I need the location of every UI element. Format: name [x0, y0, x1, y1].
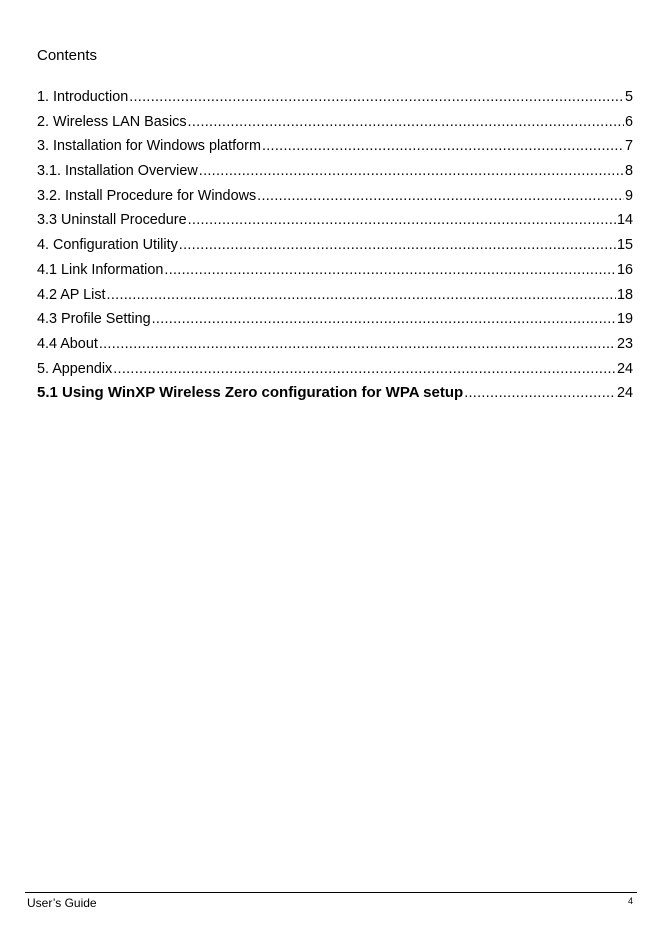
toc-entry-title: 5.1 Using WinXP Wireless Zero configuration for WPA setup — [37, 384, 464, 402]
toc-entry[interactable] — [37, 309, 633, 334]
toc-entry[interactable] — [37, 210, 633, 235]
toc-dot-leader — [262, 136, 624, 156]
toc-entry[interactable] — [37, 161, 633, 186]
toc-entry-title: 5. Appendix — [37, 360, 113, 377]
toc-entry-title: 3.1. Installation Overview — [37, 163, 198, 180]
footer-divider — [25, 892, 637, 893]
toc-dot-leader — [129, 87, 624, 107]
toc-dot-leader — [164, 260, 616, 280]
toc-entry-page-number: 5 — [624, 89, 633, 105]
table-of-contents — [37, 87, 633, 408]
toc-dot-leader — [188, 210, 616, 230]
page-title: Contents — [37, 47, 98, 64]
toc-entry[interactable] — [37, 112, 633, 137]
toc-entry[interactable] — [37, 235, 633, 260]
toc-entry-page-number: 24 — [616, 385, 633, 402]
toc-dot-leader — [99, 334, 616, 354]
toc-entry-title: 4.2 AP List — [37, 286, 106, 303]
toc-entry-page-number: 14 — [616, 212, 633, 229]
toc-dot-leader — [179, 235, 616, 255]
toc-entry-page-number: 23 — [616, 335, 633, 352]
footer-document-title: User’s Guide — [27, 896, 97, 910]
toc-entry-title: 1. Introduction — [37, 89, 129, 105]
toc-entry-title: 3.3 Uninstall Procedure — [37, 212, 187, 229]
toc-entry-title: 4.3 Profile Setting — [37, 311, 151, 328]
toc-entry[interactable] — [37, 260, 633, 285]
toc-dot-leader — [152, 309, 616, 329]
toc-entry[interactable] — [37, 334, 633, 359]
toc-entry[interactable] — [37, 359, 633, 384]
toc-dot-leader — [188, 112, 624, 132]
toc-entry[interactable] — [37, 136, 633, 161]
toc-dot-leader — [464, 383, 616, 403]
toc-entry-title: 3.2. Install Procedure for Windows — [37, 187, 257, 204]
toc-entry-page-number: 19 — [616, 311, 633, 328]
toc-entry[interactable] — [37, 87, 633, 112]
toc-entry[interactable] — [37, 285, 633, 310]
footer-page-number: 4 — [627, 896, 633, 906]
toc-entry-title: 4.1 Link Information — [37, 261, 164, 278]
toc-entry-title: 4.4 About — [37, 335, 98, 352]
toc-entry-page-number: 16 — [616, 261, 633, 278]
toc-dot-leader — [257, 186, 624, 206]
toc-entry-title: 3. Installation for Windows platform — [37, 138, 261, 155]
toc-entry-page-number: 9 — [624, 187, 633, 204]
toc-entry-page-number: 18 — [616, 286, 633, 303]
toc-entry[interactable] — [37, 383, 633, 408]
toc-dot-leader — [107, 285, 616, 305]
toc-entry-page-number: 24 — [616, 360, 633, 377]
toc-entry-page-number: 15 — [616, 237, 633, 254]
toc-entry-page-number: 7 — [624, 138, 633, 155]
toc-entry-page-number: 6 — [624, 113, 633, 130]
toc-entry-page-number: 8 — [624, 163, 633, 180]
toc-entry[interactable] — [37, 186, 633, 211]
toc-entry-title: 2. Wireless LAN Basics — [37, 113, 187, 130]
toc-dot-leader — [199, 161, 624, 181]
toc-entry-title: 4. Configuration Utility — [37, 237, 178, 254]
toc-dot-leader — [113, 359, 616, 379]
